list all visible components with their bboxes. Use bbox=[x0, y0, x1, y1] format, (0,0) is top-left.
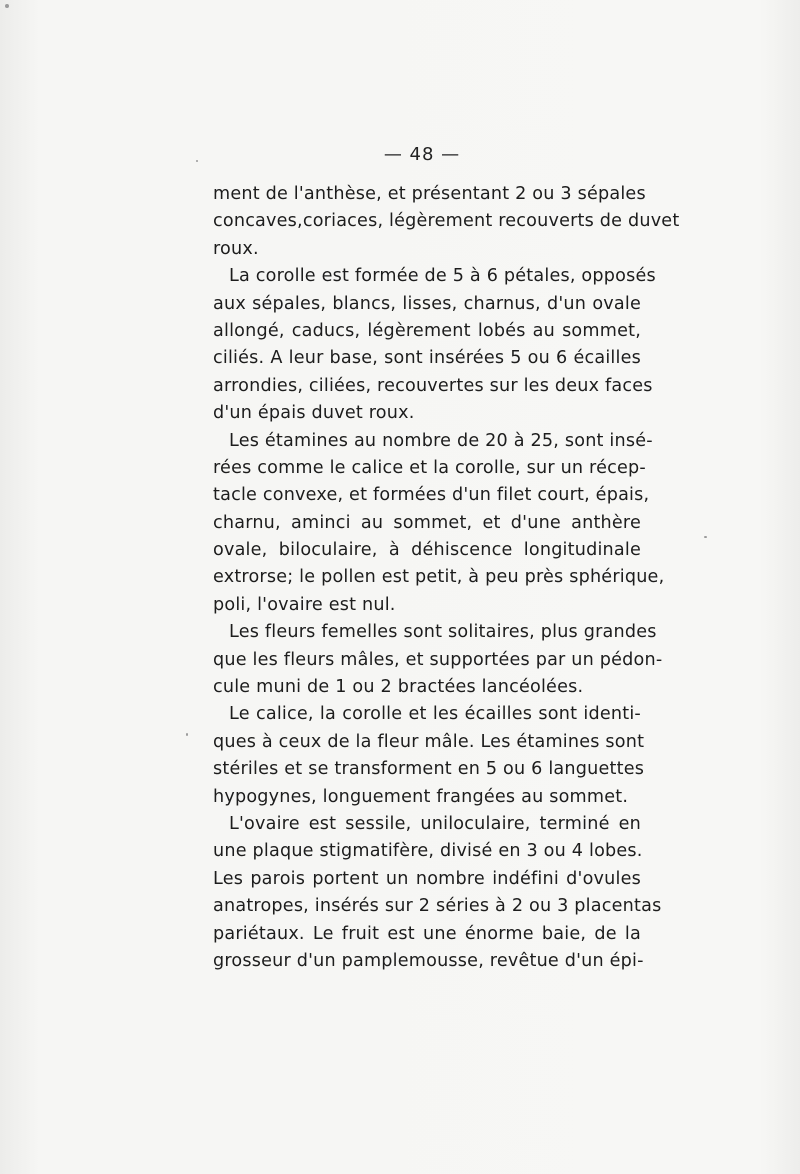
print-speck bbox=[5, 4, 9, 8]
text-line: stériles et se transforment en 5 ou 6 languettes bbox=[213, 759, 645, 780]
text-line: concaves,coriaces, légèrement recouverts de duvet bbox=[213, 211, 680, 232]
print-speck bbox=[196, 160, 198, 162]
body-text bbox=[213, 181, 680, 975]
page-number: — 48 — bbox=[383, 144, 461, 165]
text-line: anatropes, insérés sur 2 séries à 2 ou 3 placentas bbox=[213, 896, 662, 917]
text-line: ovale, biloculaire, à déhiscence longitudinale bbox=[213, 540, 641, 561]
text-line: ques à ceux de la fleur mâle. Les étamines sont bbox=[213, 731, 645, 752]
text-line: Les fleurs femelles sont solitaires, plus grandes bbox=[229, 622, 657, 643]
text-line: ment de l'anthèse, et présentant 2 ou 3 sépales bbox=[213, 184, 646, 204]
text-line: rées comme le calice et la corolle, sur un récep- bbox=[213, 457, 646, 478]
text-line: roux. bbox=[213, 238, 259, 259]
text-line: tacle convexe, et formées d'un filet court, épais, bbox=[213, 485, 650, 506]
text-line: Les étamines au nombre de 20 à 25, sont insé- bbox=[229, 430, 653, 451]
text-line: charnu, aminci au sommet, et d'une anthère bbox=[213, 512, 641, 533]
text-line: arrondies, ciliées, recouvertes sur les deux faces bbox=[213, 375, 653, 396]
text-line: cule muni de 1 ou 2 bractées lancéolées. bbox=[213, 677, 584, 698]
text-line: Les parois portent un nombre indéfini d'ovules bbox=[213, 868, 641, 889]
text-line: ciliés. A leur base, sont insérées 5 ou 6 écailles bbox=[213, 348, 641, 369]
text-line: grosseur d'un pamplemousse, revêtue d'un épi- bbox=[213, 950, 644, 971]
text-line: allongé, caducs, légèrement lobés au sommet, bbox=[213, 320, 641, 341]
print-speck bbox=[704, 536, 707, 538]
text-line: La corolle est formée de 5 à 6 pétales, opposés bbox=[229, 266, 656, 287]
text-line: hypogynes, longuement frangées au sommet. bbox=[213, 786, 629, 807]
text-line: L'ovaire est sessile, uniloculaire, terminé en bbox=[229, 813, 641, 834]
text-line: extrorse; le pollen est petit, à peu près sphérique, bbox=[213, 567, 665, 588]
text-line: pariétaux. Le fruit est une énorme baie, de la bbox=[213, 923, 641, 944]
print-speck bbox=[186, 733, 188, 736]
text-line: que les fleurs mâles, et supportées par un pédon- bbox=[213, 649, 663, 670]
text-line: d'un épais duvet roux. bbox=[213, 403, 415, 424]
text-line: aux sépales, blancs, lisses, charnus, d'un ovale bbox=[213, 293, 641, 314]
text-line: poli, l'ovaire est nul. bbox=[213, 594, 396, 615]
text-line: une plaque stigmatifère, divisé en 3 ou 4 lobes. bbox=[213, 841, 643, 862]
text-line: Le calice, la corolle et les écailles sont identi- bbox=[229, 704, 641, 725]
